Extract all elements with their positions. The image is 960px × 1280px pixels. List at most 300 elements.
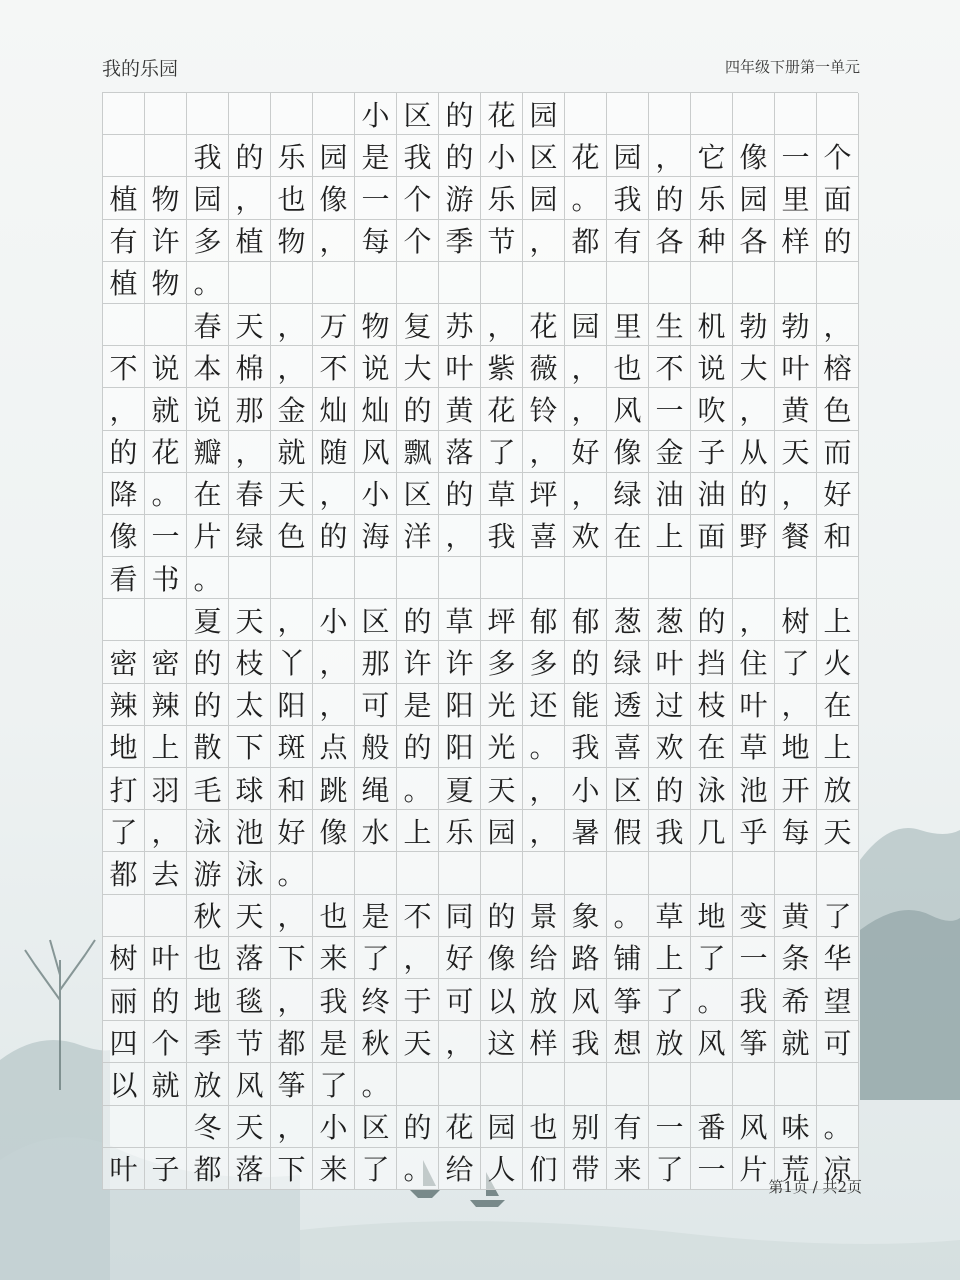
grid-cell: 。 [355,1063,397,1105]
grid-cell [565,557,607,599]
grid-cell [313,852,355,894]
grid-cell: 植 [229,220,271,262]
grid-cell [691,262,733,304]
grid-cell: 各 [649,220,691,262]
grid-cell: 景 [523,895,565,937]
grid-cell [355,557,397,599]
grid-cell: 片 [733,1148,775,1190]
grid-cell: 阳 [439,684,481,726]
grid-cell [145,895,187,937]
grid-cell: ， [733,599,775,641]
grid-cell: 也 [607,346,649,388]
grid-cell: 季 [187,1021,229,1063]
grid-cell: 般 [355,726,397,768]
grid-cell: 泳 [691,768,733,810]
grid-cell: 光 [481,684,523,726]
grid-cell [145,599,187,641]
grid-cell: 我 [565,726,607,768]
grid-cell [355,852,397,894]
grid-cell: 花 [145,431,187,473]
grid-cell: 上 [817,599,859,641]
grid-cell: 几 [691,810,733,852]
grid-cell: 了 [817,895,859,937]
grid-cell: 给 [523,937,565,979]
grid-cell: ， [565,388,607,430]
grid-cell: 节 [229,1021,271,1063]
grid-cell: 好 [817,473,859,515]
grid-cell: 的 [397,726,439,768]
grid-cell: 好 [565,431,607,473]
grid-cell [649,262,691,304]
grid-cell [565,93,607,135]
grid-cell: 降 [103,473,145,515]
grid-cell [397,557,439,599]
grid-cell: ， [313,473,355,515]
grid-cell: ， [271,346,313,388]
grid-cell: 紫 [481,346,523,388]
grid-cell: 凉 [817,1148,859,1190]
grid-cell: ， [229,431,271,473]
grid-cell: 想 [607,1021,649,1063]
grid-cell [691,1063,733,1105]
grid-cell: 薇 [523,346,565,388]
grid-cell: 小 [481,135,523,177]
grid-cell [607,852,649,894]
grid-cell: 枝 [229,641,271,683]
grid-cell [565,262,607,304]
grid-cell: 郁 [565,599,607,641]
grid-cell: 天 [817,810,859,852]
grid-cell: 像 [733,135,775,177]
grid-cell [145,135,187,177]
grid-cell: 油 [649,473,691,515]
grid-cell: 多 [481,641,523,683]
grid-cell [565,1063,607,1105]
grid-cell: 还 [523,684,565,726]
grid-cell: 。 [691,979,733,1021]
grid-cell: 园 [187,177,229,219]
grid-cell: 带 [565,1148,607,1190]
grid-cell: 了 [313,1063,355,1105]
grid-cell: 筝 [607,979,649,1021]
grid-cell: 放 [649,1021,691,1063]
grid-cell [481,1063,523,1105]
grid-cell: 样 [775,220,817,262]
grid-cell: 地 [103,726,145,768]
grid-cell: 的 [439,93,481,135]
grid-cell [733,1063,775,1105]
grid-cell: ， [145,810,187,852]
grid-cell [523,557,565,599]
grid-cell: 葱 [649,599,691,641]
grid-cell [397,262,439,304]
grid-cell: 一 [775,135,817,177]
grid-cell: 许 [145,220,187,262]
grid-cell: 放 [817,768,859,810]
grid-cell [649,93,691,135]
grid-cell: 泳 [229,852,271,894]
grid-cell: ， [271,979,313,1021]
grid-cell: 都 [565,220,607,262]
grid-cell: 勃 [775,304,817,346]
grid-cell: 了 [481,431,523,473]
grid-cell [775,1063,817,1105]
grid-cell: 风 [229,1063,271,1105]
grid-cell: 过 [649,684,691,726]
grid-cell: 冬 [187,1106,229,1148]
grid-cell [103,895,145,937]
grid-cell: 的 [187,684,229,726]
grid-cell: 我 [733,979,775,1021]
grid-cell: 一 [691,1148,733,1190]
grid-cell [103,304,145,346]
grid-cell: 阳 [439,726,481,768]
grid-cell: 华 [817,937,859,979]
grid-cell: 说 [355,346,397,388]
grid-cell: 树 [103,937,145,979]
grid-cell: 子 [145,1148,187,1190]
grid-cell: 瓣 [187,431,229,473]
grid-cell [607,262,649,304]
grid-cell: 丽 [103,979,145,1021]
grid-cell: 我 [481,515,523,557]
grid-cell: 密 [145,641,187,683]
grid-cell: 每 [775,810,817,852]
grid-cell: 园 [523,93,565,135]
grid-cell: 黄 [439,388,481,430]
grid-cell: 去 [145,852,187,894]
grid-cell: 上 [817,726,859,768]
grid-cell: 园 [733,177,775,219]
grid-cell: 泳 [187,810,229,852]
grid-cell: 一 [145,515,187,557]
grid-cell: 园 [481,1106,523,1148]
grid-cell: 枝 [691,684,733,726]
grid-cell: 像 [607,431,649,473]
grid-cell: 羽 [145,768,187,810]
grid-cell: 不 [313,346,355,388]
grid-cell: 落 [229,937,271,979]
grid-cell: 在 [691,726,733,768]
grid-cell: 草 [733,726,775,768]
grid-cell: 路 [565,937,607,979]
grid-cell: 。 [187,262,229,304]
grid-cell: 这 [481,1021,523,1063]
grid-cell: 乎 [733,810,775,852]
grid-cell: 假 [607,810,649,852]
grid-cell: 放 [187,1063,229,1105]
grid-cell: 区 [355,599,397,641]
grid-cell: 面 [817,177,859,219]
grid-cell: 地 [775,726,817,768]
page-footer: 第1页 / 共2页 [768,1178,862,1196]
grid-cell: 园 [565,304,607,346]
grid-cell: 风 [355,431,397,473]
grid-cell: 。 [271,852,313,894]
grid-cell: 大 [397,346,439,388]
grid-cell: 给 [439,1148,481,1190]
grid-cell [775,93,817,135]
grid-cell: 而 [817,431,859,473]
grid-cell: 片 [187,515,229,557]
grid-cell: 池 [733,768,775,810]
grid-cell: 天 [397,1021,439,1063]
grid-cell: 是 [313,1021,355,1063]
grid-cell: 的 [313,515,355,557]
grid-cell [439,852,481,894]
grid-cell: 绳 [355,768,397,810]
grid-cell: 看 [103,557,145,599]
grid-cell: 季 [439,220,481,262]
grid-cell: 在 [817,684,859,726]
grid-cell: ， [523,810,565,852]
grid-cell [775,557,817,599]
grid-cell: 。 [523,726,565,768]
grid-cell: 下 [229,726,271,768]
grid-cell: 跳 [313,768,355,810]
grid-cell: 游 [187,852,229,894]
header-title: 我的乐园 [102,58,179,80]
grid-cell: 园 [523,177,565,219]
grid-cell: 生 [649,304,691,346]
grid-cell: 有 [103,220,145,262]
grid-cell: ， [523,431,565,473]
grid-cell [145,304,187,346]
grid-cell: 种 [691,220,733,262]
grid-cell: 火 [817,641,859,683]
page-header [0,54,960,84]
grid-cell: 就 [145,388,187,430]
grid-cell: 花 [481,93,523,135]
grid-cell: 上 [397,810,439,852]
grid-cell: 以 [103,1063,145,1105]
grid-cell [313,93,355,135]
grid-cell: 同 [439,895,481,937]
grid-cell: 天 [271,473,313,515]
grid-cell: 也 [187,937,229,979]
grid-cell: 就 [145,1063,187,1105]
grid-cell: 。 [607,895,649,937]
grid-cell: ， [523,768,565,810]
grid-cell: ， [439,515,481,557]
grid-cell [817,557,859,599]
grid-cell: 像 [481,937,523,979]
grid-cell: 。 [817,1106,859,1148]
grid-cell: ， [649,135,691,177]
grid-cell: 阳 [271,684,313,726]
grid-cell: ， [733,388,775,430]
grid-cell: 花 [523,304,565,346]
grid-cell: 的 [565,641,607,683]
grid-cell [817,852,859,894]
grid-cell: 黄 [775,895,817,937]
grid-cell: ， [481,304,523,346]
grid-cell: ， [271,895,313,937]
grid-cell: 坪 [481,599,523,641]
grid-cell: 物 [271,220,313,262]
grid-cell [271,262,313,304]
grid-cell [439,1063,481,1105]
grid-cell: 落 [229,1148,271,1190]
grid-cell: 了 [103,810,145,852]
grid-cell: 。 [397,768,439,810]
grid-cell: 是 [397,684,439,726]
grid-cell: 风 [565,979,607,1021]
grid-cell: 欢 [649,726,691,768]
grid-cell: 黄 [775,388,817,430]
grid-cell: 小 [565,768,607,810]
grid-cell: 小 [355,93,397,135]
grid-cell: 于 [397,979,439,1021]
grid-cell [691,93,733,135]
grid-cell [103,135,145,177]
grid-cell: ， [775,684,817,726]
grid-cell [607,1063,649,1105]
grid-cell: 随 [313,431,355,473]
grid-cell: 夏 [187,599,229,641]
grid-cell: 各 [733,220,775,262]
grid-cell: 那 [355,641,397,683]
grid-cell: 物 [145,262,187,304]
grid-cell: 就 [775,1021,817,1063]
grid-cell: 葱 [607,599,649,641]
grid-cell: 小 [313,599,355,641]
grid-cell: 的 [145,979,187,1021]
grid-cell: 草 [649,895,691,937]
grid-cell: 打 [103,768,145,810]
grid-cell [817,93,859,135]
grid-cell: 的 [733,473,775,515]
grid-cell: 喜 [607,726,649,768]
grid-cell: 吹 [691,388,733,430]
grid-cell: 植 [103,262,145,304]
grid-cell: 我 [565,1021,607,1063]
grid-cell: 是 [355,135,397,177]
grid-cell: 放 [523,979,565,1021]
grid-cell: 以 [481,979,523,1021]
grid-cell: 希 [775,979,817,1021]
grid-cell: 园 [481,810,523,852]
grid-cell: 万 [313,304,355,346]
grid-cell [607,93,649,135]
grid-cell [691,852,733,894]
grid-cell: 风 [691,1021,733,1063]
grid-cell: 区 [607,768,649,810]
grid-cell: ， [397,937,439,979]
grid-cell [565,852,607,894]
grid-cell: 透 [607,684,649,726]
grid-cell: 就 [271,431,313,473]
grid-cell: 不 [397,895,439,937]
grid-cell: 也 [313,895,355,937]
essay-grid [102,92,858,1190]
grid-cell: ， [103,388,145,430]
grid-cell [439,262,481,304]
grid-cell: 别 [565,1106,607,1148]
grid-cell: 小 [313,1106,355,1148]
grid-cell [271,93,313,135]
grid-cell [733,557,775,599]
grid-cell: 上 [649,937,691,979]
grid-cell: ， [271,599,313,641]
grid-cell [523,1063,565,1105]
grid-cell: 人 [481,1148,523,1190]
grid-cell: 草 [439,599,481,641]
grid-cell: 花 [565,135,607,177]
grid-cell [103,1106,145,1148]
grid-cell [229,262,271,304]
grid-cell: 了 [355,937,397,979]
grid-cell: 可 [817,1021,859,1063]
grid-cell: 一 [649,388,691,430]
grid-cell: 筝 [733,1021,775,1063]
grid-cell: 园 [313,135,355,177]
grid-cell: 辣 [145,684,187,726]
grid-cell: 点 [313,726,355,768]
grid-cell: 来 [313,937,355,979]
grid-cell: 金 [271,388,313,430]
grid-cell: ， [523,220,565,262]
grid-cell: 有 [607,1106,649,1148]
grid-cell: 野 [733,515,775,557]
grid-cell: 榕 [817,346,859,388]
grid-cell: 个 [397,220,439,262]
grid-cell [145,1106,187,1148]
grid-cell: 的 [397,599,439,641]
grid-cell: 毯 [229,979,271,1021]
grid-cell: 绿 [607,641,649,683]
grid-cell: 春 [187,304,229,346]
grid-cell: 乐 [691,177,733,219]
grid-cell: 坪 [523,473,565,515]
grid-cell: 。 [397,1148,439,1190]
grid-cell: 好 [439,937,481,979]
grid-cell: 树 [775,599,817,641]
grid-cell: 的 [691,599,733,641]
grid-cell [733,852,775,894]
grid-cell [523,262,565,304]
grid-cell: 的 [187,641,229,683]
grid-cell: 我 [649,810,691,852]
grid-cell: 叶 [145,937,187,979]
grid-cell [817,262,859,304]
grid-cell: 。 [187,557,229,599]
grid-cell: 棉 [229,346,271,388]
grid-cell: 都 [103,852,145,894]
grid-cell: 油 [691,473,733,515]
grid-cell: 餐 [775,515,817,557]
grid-cell: 也 [271,177,313,219]
grid-cell: 叶 [649,641,691,683]
grid-cell: 下 [271,937,313,979]
grid-cell: 多 [187,220,229,262]
grid-cell: 可 [355,684,397,726]
grid-cell: ， [271,304,313,346]
grid-cell: 光 [481,726,523,768]
grid-cell: 里 [775,177,817,219]
grid-cell: 小 [355,473,397,515]
grid-cell: 个 [145,1021,187,1063]
grid-cell [775,852,817,894]
grid-cell: 也 [523,1106,565,1148]
grid-cell: 区 [523,135,565,177]
grid-cell: 天 [229,599,271,641]
grid-cell: 物 [145,177,187,219]
grid-cell: 的 [397,1106,439,1148]
grid-cell: 风 [733,1106,775,1148]
grid-cell: 郁 [523,599,565,641]
grid-cell: 天 [775,431,817,473]
